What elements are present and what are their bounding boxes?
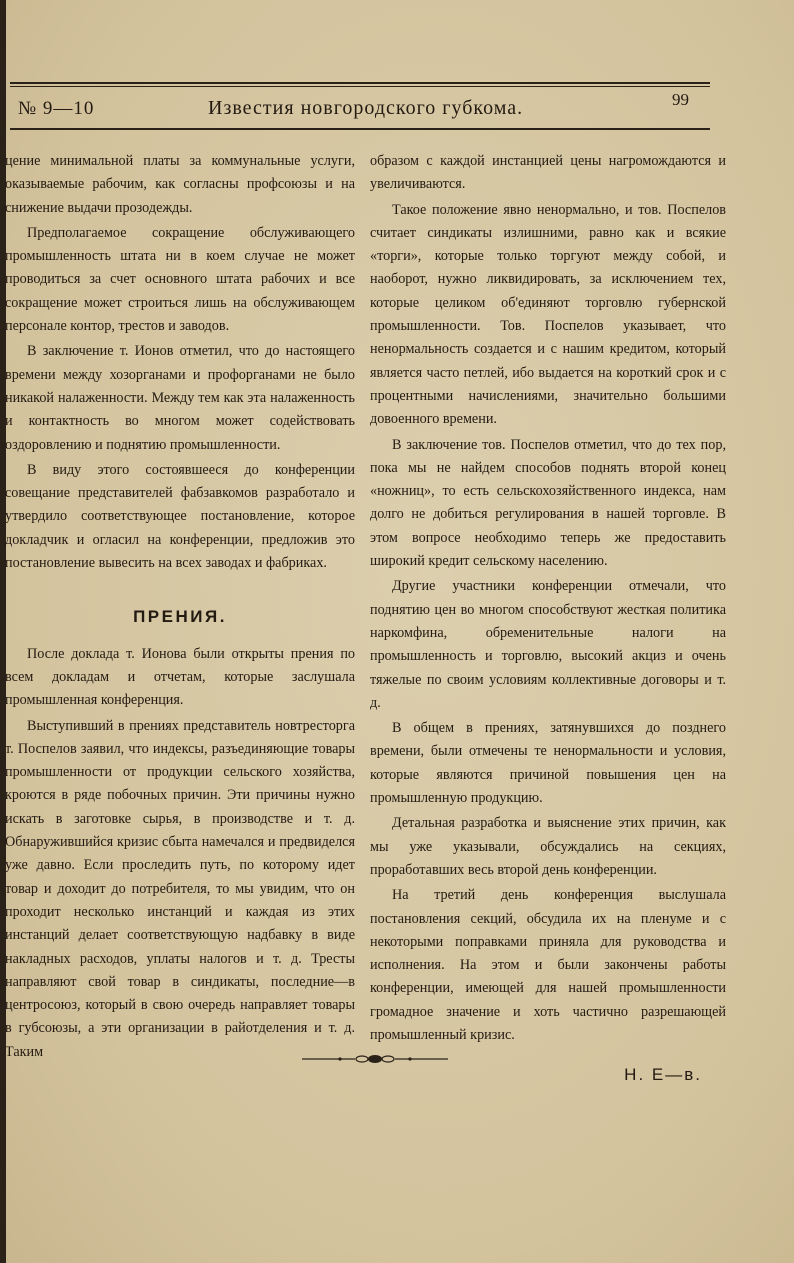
paragraph: После доклада т. Ионова были открыты прения по всем докладам и отчетам, которые заслушала промышленная конференция.	[5, 645, 355, 709]
paragraph: Другие участники конференции отмечали, что поднятию цен во многом способствуют жесткая политика наркомфина, обременительные налоги на промышленность и торговлю, высокий акциз и очень тяжелые по своим условиям коллективные договоры и т. д.	[370, 578, 726, 711]
author-signature: Н. Е—в.	[624, 1065, 702, 1085]
paragraph: Выступивший в прениях представитель новтресторга т. Поспелов заявил, что индексы, разъединяющие товары промышленности от продукции сельского хозяйства, кроются в ряде побочных причин. Эти причины нужно искать в заготовке сырья, в производстве и т. д. Обнаружившийся кризис сбыта намечался и предвиделся уже давно. Если проследить путь, по которому идет товар и доходит до потребителя, то мы увидим, что он проходит несколько инстанций и каждая из этих инстанций делает соответствующую надбавку в виде накладных расходов, уплаты налогов и т. д. Тресты направляют свой товар в синдикаты, последние—в центросоюз, который в свою очередь направляет товары в губсоюзы, а эти организации в райотделения и т. д. Таким	[5, 717, 355, 1060]
paragraph: Такое положение явно ненормально, и тов. Поспелов считает синдикаты излишними, равно как и всякие «торги», которые только торгуют между собой, и наоборот, нужно ликвидировать, за исключением тех, которые целиком об'единяют торговлю губернской промышленности. Тов. Поспелов указывает, что ненормальность создается и с нашим кредитом, который является часто петлей, ибо выдается на короткий срок и с процентными начислениями, значительно большими довоенного времени.	[370, 201, 726, 428]
paragraph: образом с каждой инстанцией цены нагромождаются и увеличиваются.	[370, 153, 726, 193]
paragraph: На третий день конференция выслушала постановления секций, обсудила их на пленуме и с некоторыми поправками приняла для руководства и исполнения. На этом и были закончены работы конференции, имеющей для нашей промышленности громадное значение и хоть частично разрешающей промышленный кризис.	[370, 887, 726, 1043]
paragraph: В заключение тов. Поспелов отметил, что до тех пор, пока мы не найдем способов поднять второй конец «ножниц», то есть сельскохозяйственного индекса, нам долго не добиться регулирования в нашей торговле. В этом вопросе необходимо теперь же предоставить широкий кредит сельскому населению.	[370, 436, 726, 570]
right-column	[370, 150, 726, 1087]
section-heading: ПРЕНИЯ.	[133, 607, 227, 627]
paragraph: Предполагаемое сокращение обслуживающего промышленность штата ни в коем случае не может проводиться за счет основного штата рабочих и все сокращение может строиться лишь на обслуживающем персонале контор, трестов и заводов.	[5, 224, 355, 335]
paragraph: цение минимальной платы за коммунальные услуги, оказываемые рабочим, как согласны профсоюзы и на снижение выдачи прозодежды.	[5, 153, 355, 216]
header-rule-bottom	[10, 128, 710, 130]
left-column	[5, 150, 355, 1064]
issue-number: № 9—10	[18, 98, 95, 119]
paragraph: В виду этого состоявшееся до конференции совещание представителей фабзавкомов разработало и утвердило соответствующее постановление, которое докладчик и огласил на конференции, предложив это постановление вывесить на всех заводах и фабриках.	[5, 461, 355, 572]
paragraph: Детальная разработка и выяснение этих причин, как мы уже указывали, обсуждались на секциях, проработавших весь второй день конференции.	[370, 815, 726, 878]
paragraph: В общем в прениях, затянувшихся до позднего времени, были отмечены те ненормальности и условия, которые являются причиной повышения цен на промышленную продукцию.	[370, 720, 726, 807]
paragraph: В заключение т. Ионов отметил, что до настоящего времени между хозорганами и профорганами не было никакой налаженности. Между тем как эта налаженность и контактность во многом может содействовать оздоровлению и поднятию промышленности.	[5, 343, 355, 453]
page-number: 99	[672, 90, 689, 109]
journal-title: Известия новгородского губкома.	[208, 97, 524, 119]
header-rule-top	[10, 82, 710, 84]
ornament-divider-icon	[300, 1052, 450, 1066]
header-rule-top-thin	[10, 86, 710, 87]
